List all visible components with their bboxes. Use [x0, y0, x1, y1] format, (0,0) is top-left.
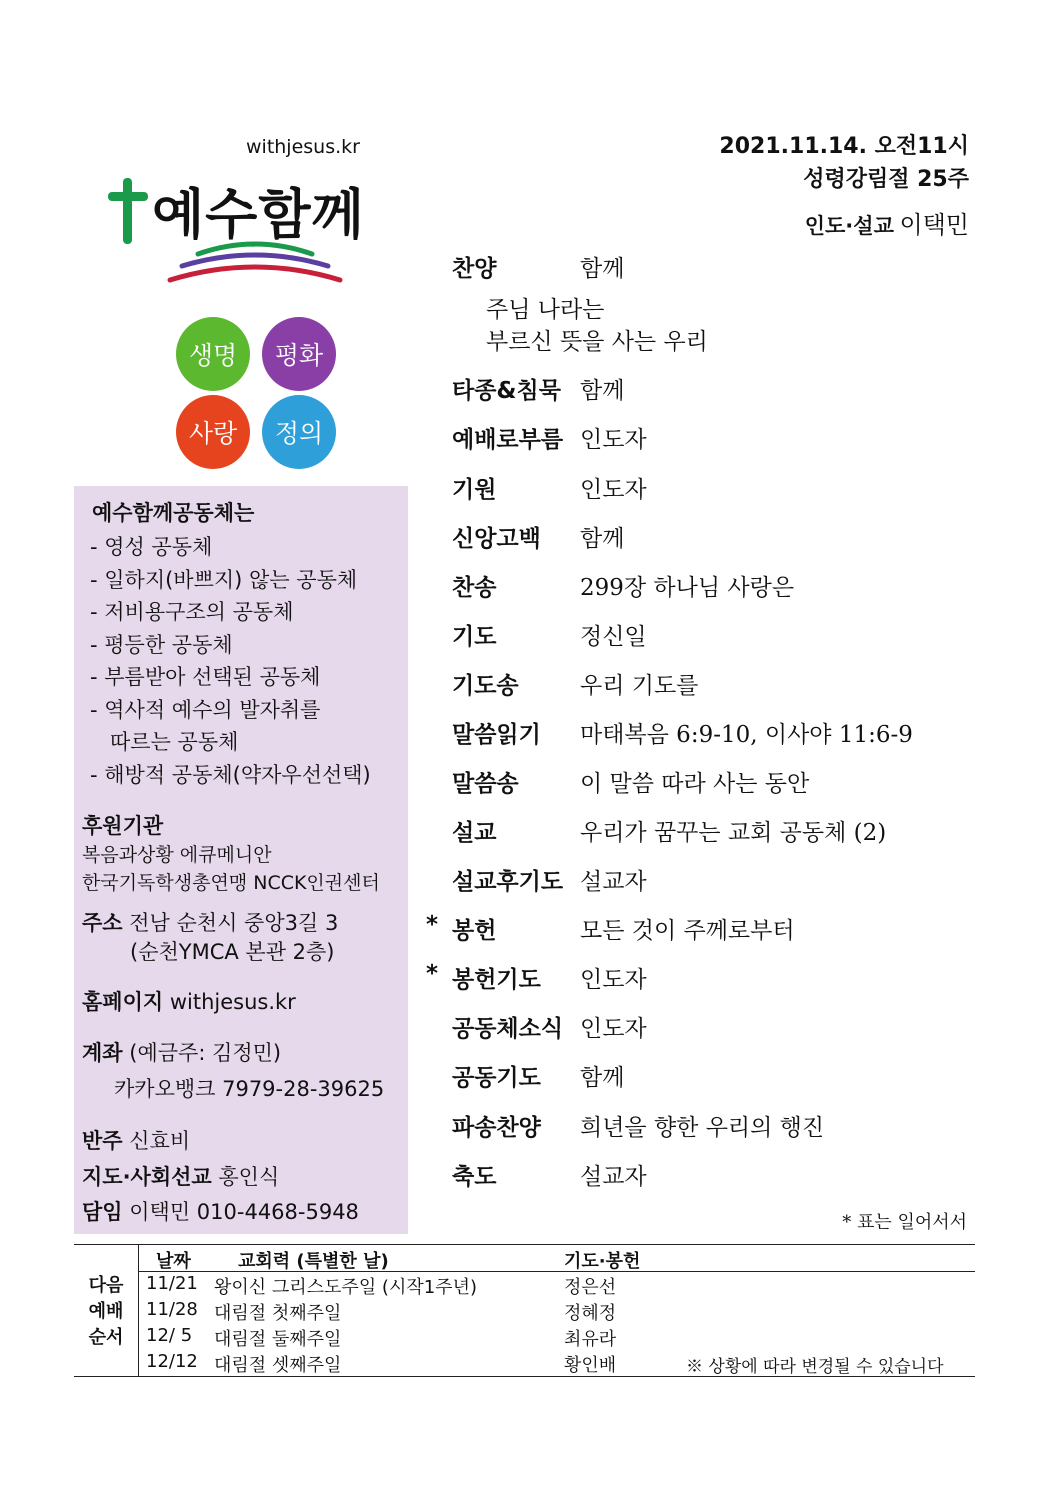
list-item: 따르는 공동체 — [90, 730, 239, 754]
homepage — [82, 986, 296, 1016]
cross-icon — [106, 176, 150, 246]
standing-footnote: * 표는 일어서서 — [842, 1212, 967, 1233]
account-number: 카카오뱅크 7979-28-39625 — [114, 1077, 385, 1101]
order-item-label: 타종&침묵 — [452, 378, 561, 404]
order-item-label: 봉헌 — [452, 918, 497, 944]
lyrics-line: 부르신 뜻을 사는 우리 — [486, 329, 708, 355]
standing-mark: * — [426, 961, 439, 987]
homepage-label: 홈페이지 — [82, 990, 164, 1014]
order-item-label: 파송찬양 — [452, 1115, 541, 1141]
mission-name: 홍인식 — [218, 1165, 280, 1189]
order-item — [426, 372, 986, 412]
order-item-label: 기도 — [452, 624, 497, 650]
order-item — [426, 421, 986, 461]
value-circle-love: 사랑 — [176, 395, 250, 469]
service-datetime: 2021.11.14. 오전11시 — [719, 134, 969, 159]
next-service-label: 다음 예배 순서 — [88, 1275, 124, 1348]
order-item-value: 인도자 — [580, 477, 647, 503]
table-row: 12/ 5 대림절 둘째주일 최유라 — [146, 1325, 617, 1350]
logo-arcs-icon — [160, 236, 350, 296]
accompanist-name: 신효비 — [129, 1129, 191, 1153]
order-item — [426, 765, 986, 805]
preacher-name: 이택민 — [899, 211, 969, 239]
order-item-label: 기원 — [452, 477, 497, 503]
order-item-value: 마태복음 6:9-10, 이사야 11:6-9 — [580, 722, 913, 748]
list-item: - 영성 공동체 — [90, 535, 213, 559]
address-line2: (순천YMCA 본관 2층) — [130, 940, 335, 964]
order-item-label: 신앙고백 — [452, 526, 541, 552]
mission — [82, 1161, 279, 1191]
order-item — [426, 716, 986, 756]
order-item — [426, 520, 986, 560]
order-item — [426, 912, 986, 952]
pastor-value: 이택민 010-4468-5948 — [129, 1200, 359, 1224]
pastor-label: 담임 — [82, 1200, 123, 1224]
order-item-label: 찬양 — [452, 256, 497, 282]
order-item-value: 함께 — [580, 378, 625, 404]
preacher — [805, 205, 969, 240]
standing-mark: * — [426, 912, 439, 938]
order-item-value: 모든 것이 주께로부터 — [580, 918, 795, 944]
community-list — [90, 531, 371, 791]
value-circle-justice: 정의 — [262, 395, 336, 469]
sponsor-label: 후원기관 — [82, 814, 164, 838]
order-item — [426, 618, 986, 658]
value-circle-life: 생명 — [176, 317, 250, 391]
next-service-table — [74, 1244, 975, 1377]
order-item-value: 정신일 — [580, 624, 647, 650]
order-item-value: 설교자 — [580, 1164, 647, 1190]
order-item-label: 축도 — [452, 1164, 497, 1190]
pastor — [82, 1196, 359, 1226]
list-item: - 역사적 예수의 발자취를 — [90, 697, 321, 722]
value-circle-peace: 평화 — [262, 317, 336, 391]
order-item — [426, 1010, 986, 1050]
order-item — [426, 250, 986, 290]
order-item-label: 말씀송 — [452, 771, 519, 797]
order-item-value: 인도자 — [580, 1016, 647, 1042]
order-item-value: 이 말씀 따라 사는 동안 — [580, 771, 810, 797]
list-item: - 부름받아 선택된 공동체 — [90, 665, 321, 689]
order-item — [426, 961, 986, 1001]
order-item — [426, 1158, 986, 1198]
mission-label: 지도·사회선교 — [82, 1165, 212, 1189]
address-line1: 전남 순천시 중앙3길 3 — [129, 911, 339, 935]
order-item-label: 공동체소식 — [452, 1016, 564, 1042]
order-item-label: 설교후기도 — [452, 869, 564, 895]
order-item-value: 인도자 — [580, 967, 647, 993]
order-item — [426, 569, 986, 609]
account-holder: (예금주: 김정민) — [129, 1041, 282, 1065]
order-item — [426, 1059, 986, 1099]
accompanist — [82, 1125, 190, 1155]
list-item: - 일하지(바쁘지) 않는 공동체 — [90, 567, 358, 592]
col-header-prayer: 기도·봉헌 — [564, 1251, 641, 1272]
order-item-label: 기도송 — [452, 673, 519, 699]
order-item — [426, 667, 986, 707]
account — [82, 1037, 281, 1067]
order-item-value: 우리 기도를 — [580, 673, 699, 699]
order-item-value: 함께 — [580, 526, 625, 552]
list-item: - 해방적 공동체(약자우선선택) — [90, 762, 371, 787]
hymn-lyrics — [486, 294, 708, 358]
order-item-value: 함께 — [580, 1065, 625, 1091]
order-item — [426, 1109, 986, 1149]
schedule-note: ※ 상황에 따라 변경될 수 있습니다 — [686, 1357, 944, 1377]
lyrics-line: 주님 나라는 — [486, 297, 605, 323]
order-item-label: 예배로부름 — [452, 427, 564, 453]
community-title: 예수함께공동체는 — [92, 501, 255, 525]
order-item-label: 봉헌기도 — [452, 967, 541, 993]
address — [82, 907, 338, 937]
list-item: - 저비용구조의 공동체 — [90, 600, 294, 624]
order-item-label: 말씀읽기 — [452, 722, 541, 748]
homepage-link[interactable]: withjesus.kr — [169, 990, 296, 1014]
preacher-label: 인도·설교 — [804, 214, 894, 238]
list-item: - 평등한 공동체 — [90, 632, 233, 657]
order-item-label: 설교 — [452, 820, 497, 846]
accompanist-label: 반주 — [82, 1129, 123, 1153]
order-item-value: 희년을 향한 우리의 행진 — [580, 1115, 825, 1141]
order-item — [426, 814, 986, 854]
liturgical-season: 성령강림절 25주 — [803, 167, 969, 192]
logo-title: 예수함께 — [152, 183, 365, 246]
order-item-value: 함께 — [580, 256, 625, 282]
sponsor-line1: 복음과상황 에큐메니안 — [82, 844, 272, 866]
order-item — [426, 863, 986, 903]
order-item-label: 공동기도 — [452, 1065, 541, 1091]
table-row: 11/28 대림절 첫째주일 정혜정 — [146, 1299, 617, 1324]
order-item-value: 299장 하나님 사랑은 — [580, 575, 795, 601]
table-row: 12/12 대림절 셋째주일 황인배 — [146, 1351, 617, 1376]
order-item-label: 찬송 — [452, 575, 497, 601]
order-item — [426, 471, 986, 511]
logo-url: withjesus.kr — [246, 136, 360, 158]
account-label: 계좌 — [82, 1041, 123, 1065]
table-divider — [138, 1245, 139, 1376]
order-item-value: 설교자 — [580, 869, 647, 895]
table-row: 11/21 왕이신 그리스도주일 (시작1주년) 정은선 — [146, 1273, 617, 1298]
col-header-date: 날짜 — [156, 1251, 191, 1272]
col-header-event: 교회력 (특별한 날) — [238, 1251, 389, 1272]
order-item-value: 우리가 꿈꾸는 교회 공동체 (2) — [580, 820, 887, 846]
order-item-value: 인도자 — [580, 427, 647, 453]
address-label: 주소 — [82, 911, 123, 935]
sponsor-line2: 한국기독학생총연맹 NCCK인권센터 — [82, 872, 380, 894]
